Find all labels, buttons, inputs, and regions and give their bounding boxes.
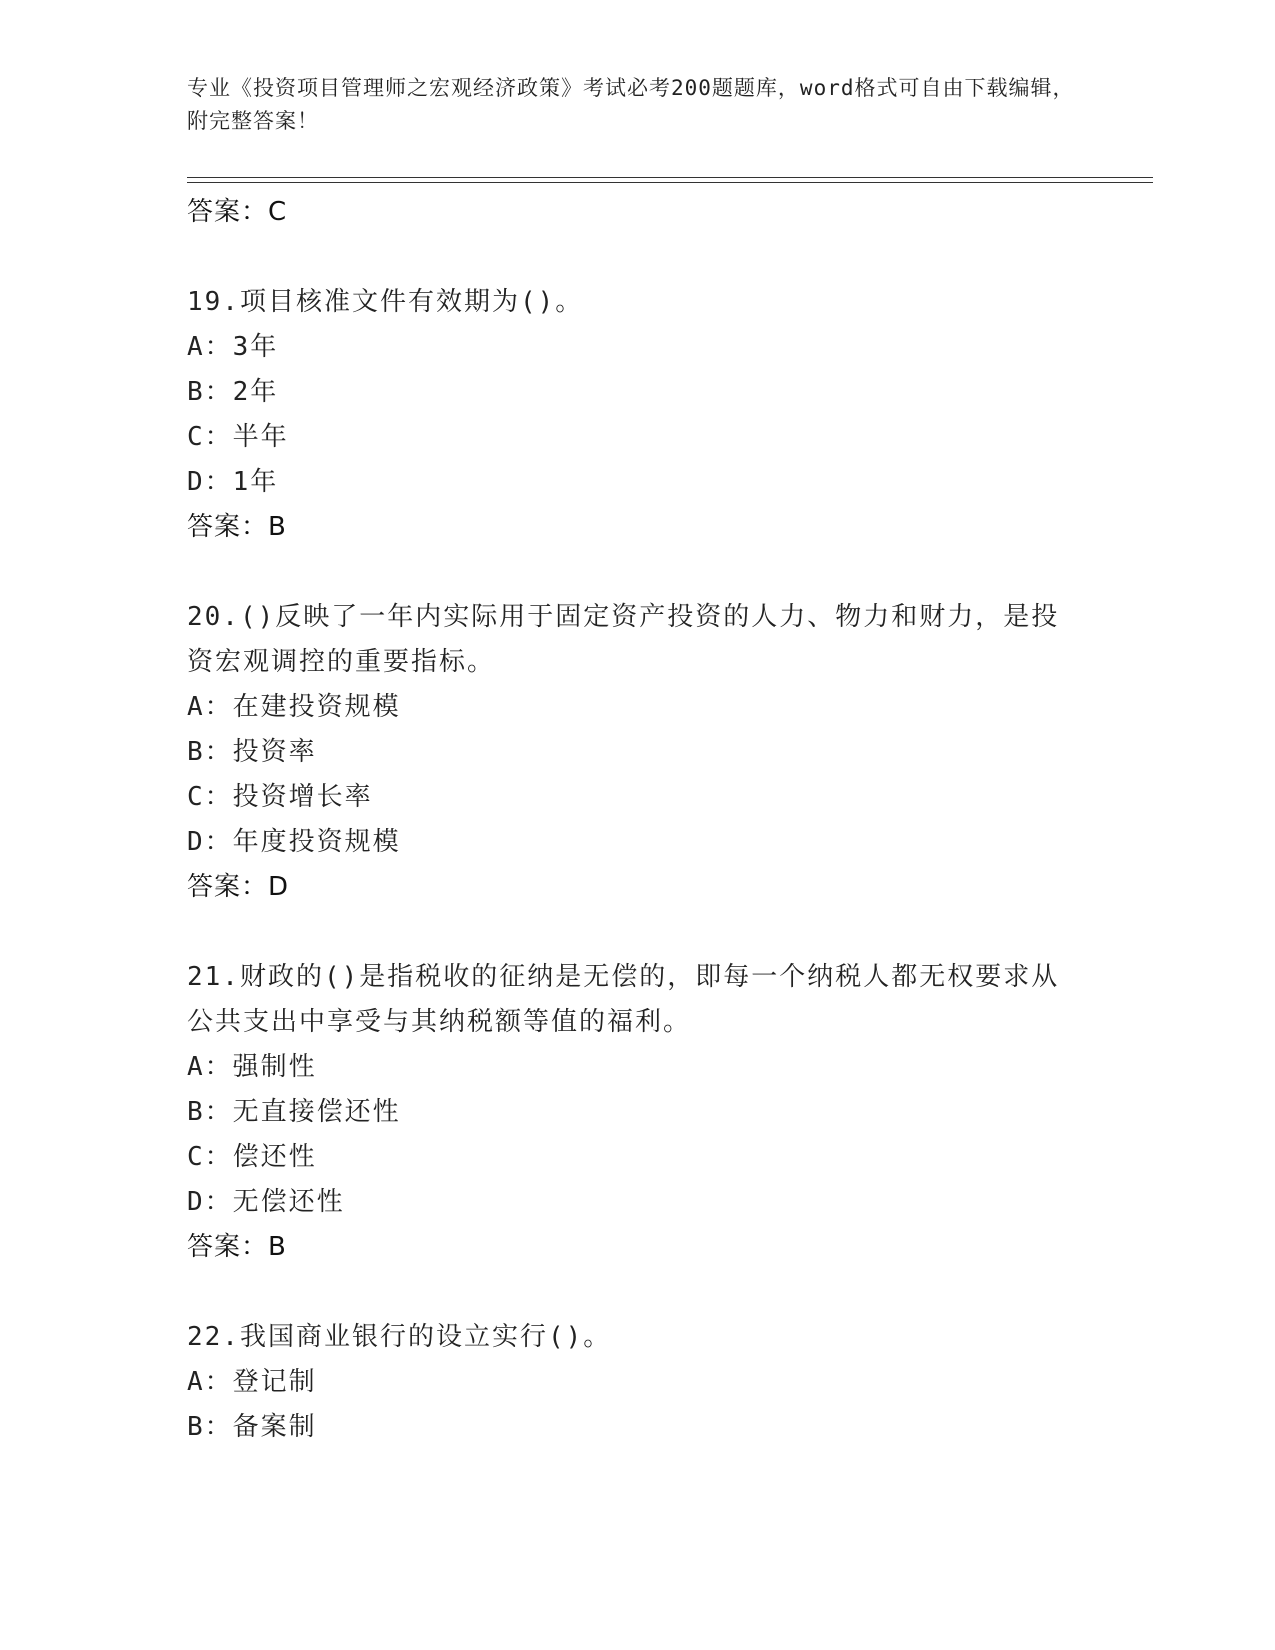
option-c: C：半年 [187,422,289,452]
answer: 答案：B [187,1232,287,1262]
question-list [187,190,1087,1450]
question-20 [187,595,1087,909]
option-c: C：偿还性 [187,1142,317,1172]
question-stem: 20.()反映了一年内实际用于固定资产投资的人力、物力和财力，是投资宏观调控的重要指标。 [187,602,1060,677]
option-a: A：3年 [187,332,279,362]
question-stem: 21.财政的()是指税收的征纳是无偿的，即每一个纳税人都无权要求从公共支出中享受与其纳税额等值的福利。 [187,962,1060,1037]
document-header: 专业《投资项目管理师之宏观经济政策》考试必考200题题库，word格式可自由下载编辑，附完整答案！ [187,76,1075,133]
option-d: D：年度投资规模 [187,827,401,857]
option-c: C：投资增长率 [187,782,373,812]
header-divider-top [187,177,1153,178]
option-a: A：登记制 [187,1367,317,1397]
question-stem: 22.我国商业银行的设立实行()。 [187,1322,612,1352]
option-d: D：1年 [187,467,279,497]
answer: 答案：B [187,512,287,542]
question-stem: 19.项目核准文件有效期为()。 [187,287,584,317]
option-a: A：强制性 [187,1052,317,1082]
option-b: B：投资率 [187,737,317,767]
option-a: A：在建投资规模 [187,692,401,722]
question-21 [187,955,1087,1269]
option-b: B：无直接偿还性 [187,1097,401,1127]
question-19 [187,280,1087,549]
header-divider-bottom [187,182,1153,183]
option-b: B：2年 [187,377,279,407]
option-b: B：备案制 [187,1412,317,1442]
option-d: D：无偿还性 [187,1187,345,1217]
question-22 [187,1315,1087,1450]
previous-answer: 答案：C [187,197,288,227]
answer: 答案：D [187,872,290,902]
